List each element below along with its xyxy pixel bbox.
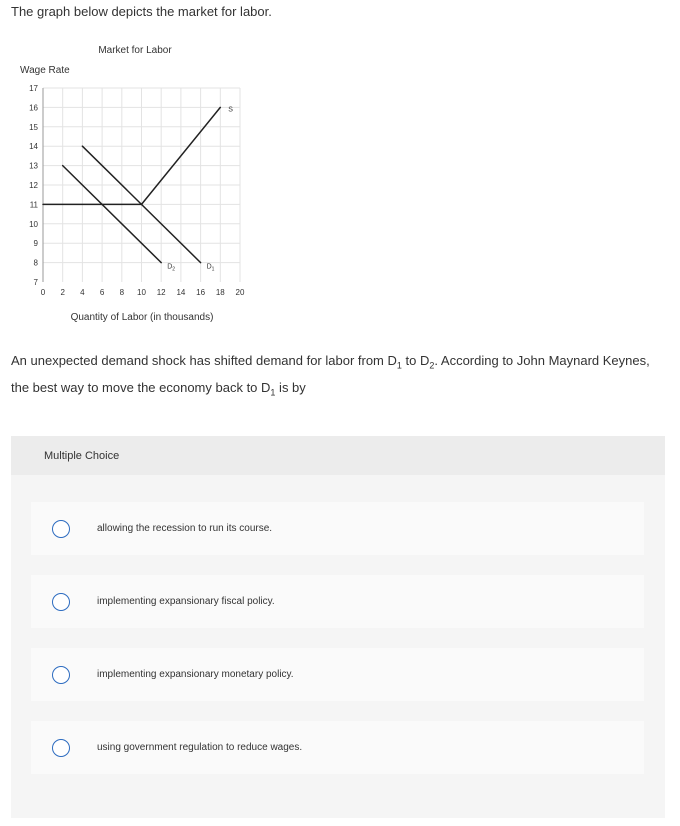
multiple-choice-title: Multiple Choice bbox=[44, 450, 120, 462]
option-1[interactable] bbox=[31, 502, 644, 555]
x-tick-label-16: 16 bbox=[196, 288, 206, 297]
y-tick-label-15: 15 bbox=[29, 122, 38, 132]
question-sub-2: 2 bbox=[429, 360, 435, 371]
y-tick-label-11: 11 bbox=[29, 200, 38, 210]
series-label-d1: $D_1$ bbox=[206, 263, 215, 273]
x-tick-label-14: 14 bbox=[176, 288, 186, 297]
x-tick-label-10: 10 bbox=[137, 288, 146, 297]
x-tick-label-0: 0 bbox=[40, 288, 46, 297]
intro-text: The graph below depicts the market for labor. bbox=[11, 4, 272, 19]
series-label-d2: $D_2$ bbox=[167, 263, 176, 273]
option-3-label: implementing expansionary monetary policy. bbox=[97, 669, 294, 680]
option-3[interactable] bbox=[31, 648, 644, 701]
y-tick-label-8: 8 bbox=[33, 258, 38, 268]
multiple-choice-panel bbox=[11, 436, 665, 818]
x-tick-label-20: 20 bbox=[235, 288, 245, 297]
chart-grid bbox=[43, 88, 240, 282]
labor-market-chart bbox=[0, 38, 300, 338]
y-axis-title: Wage Rate bbox=[20, 65, 70, 76]
multiple-choice-header bbox=[11, 436, 665, 475]
series-line-d2 bbox=[63, 166, 162, 263]
y-tick-label-10: 10 bbox=[29, 219, 38, 229]
x-axis-title: Quantity of Labor (in thousands) bbox=[70, 312, 214, 323]
question-sub-1: 1 bbox=[396, 360, 402, 371]
y-tick-label-16: 16 bbox=[29, 103, 38, 113]
question-part-3: . According to John Maynard Keynes, the best way to move the economy back to D bbox=[11, 353, 650, 395]
option-4[interactable] bbox=[31, 721, 644, 774]
x-tick-label-12: 12 bbox=[156, 288, 166, 297]
question-sub-3: 1 bbox=[270, 387, 276, 398]
radio-option-4[interactable] bbox=[52, 739, 70, 757]
y-tick-label-17: 17 bbox=[29, 84, 38, 93]
y-tick-label-7: 7 bbox=[33, 278, 38, 287]
y-tick-label-12: 12 bbox=[29, 181, 38, 190]
y-tick-label-9: 9 bbox=[33, 239, 38, 249]
x-tick-label-6: 6 bbox=[99, 288, 105, 297]
option-4-label: using government regulation to reduce wages. bbox=[97, 742, 303, 753]
chart-labels bbox=[20, 45, 245, 323]
radio-option-3[interactable] bbox=[52, 666, 70, 684]
x-tick-label-18: 18 bbox=[215, 288, 225, 297]
radio-option-1[interactable] bbox=[52, 520, 70, 538]
question-part-4: is by bbox=[275, 379, 306, 395]
question-part-1: An unexpected demand shock has shifted demand for labor from D bbox=[11, 353, 397, 368]
x-tick-label-4: 4 bbox=[80, 288, 85, 297]
x-tick-label-8: 8 bbox=[119, 288, 125, 297]
question-part-2: to D bbox=[401, 353, 430, 368]
chart-title: Market for Labor bbox=[98, 45, 172, 56]
option-2-label: implementing expansionary fiscal policy. bbox=[97, 596, 275, 607]
question-text bbox=[11, 350, 666, 403]
y-tick-label-13: 13 bbox=[29, 161, 38, 171]
option-2[interactable] bbox=[31, 575, 644, 628]
radio-option-2[interactable] bbox=[52, 593, 70, 611]
option-1-label: allowing the recession to run its course. bbox=[97, 523, 273, 534]
series-label-s: S bbox=[228, 106, 233, 114]
x-tick-label-2: 2 bbox=[60, 288, 65, 297]
y-tick-label-14: 14 bbox=[29, 142, 38, 152]
